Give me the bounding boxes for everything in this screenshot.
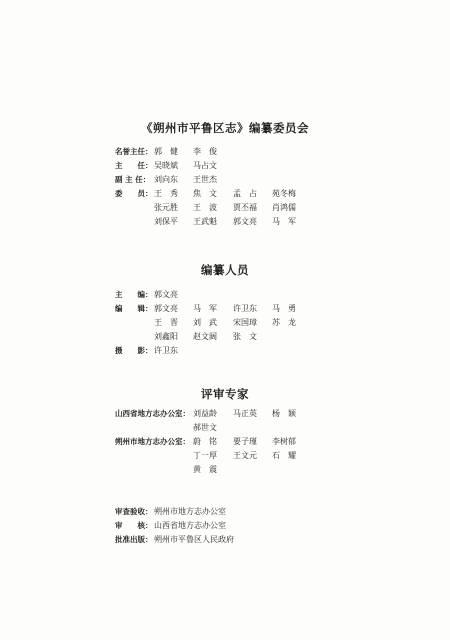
person-name: 宋国璋 bbox=[233, 318, 257, 327]
editors-label: 编 辑： bbox=[115, 304, 153, 313]
person-name: 刘 武 bbox=[193, 318, 217, 327]
members-row bbox=[0, 201, 450, 214]
person-name: 马 军 bbox=[193, 304, 217, 313]
editors-title: 编纂人员 bbox=[201, 263, 249, 277]
approve-org: 朔州市平鲁区人民政府 bbox=[154, 535, 234, 544]
director-row bbox=[0, 159, 450, 172]
experts-title: 评审专家 bbox=[201, 387, 249, 401]
person-name: 马正英 bbox=[233, 409, 257, 418]
person-name: 王 波 bbox=[193, 203, 217, 212]
person-name: 马 勇 bbox=[272, 304, 296, 313]
person-name: 郭文亮 bbox=[154, 290, 178, 299]
deputy-director-row bbox=[0, 173, 450, 186]
shuozhou-office-row bbox=[0, 435, 450, 448]
editors-row bbox=[0, 302, 450, 315]
photography-label: 摄 影： bbox=[115, 346, 153, 355]
person-name: 李树郁 bbox=[272, 437, 296, 446]
committee-title: 《朔州市平鲁区志》编纂委员会 bbox=[141, 121, 309, 135]
shuozhou-office-row bbox=[0, 449, 450, 462]
person-name: 王 晋 bbox=[154, 318, 178, 327]
person-name: 刘鑫阳 bbox=[154, 332, 178, 341]
person-name: 马占文 bbox=[193, 161, 217, 170]
person-name: 许卫东 bbox=[233, 304, 257, 313]
person-name: 许卫东 bbox=[154, 346, 178, 355]
director-label: 主 任： bbox=[115, 161, 153, 170]
chief-editor-label: 主 编： bbox=[115, 290, 153, 299]
review-row bbox=[0, 505, 450, 518]
approve-label: 批准出版： bbox=[115, 535, 153, 544]
audit-org: 山西省地方志办公室 bbox=[154, 521, 226, 530]
person-name: 李 俊 bbox=[193, 147, 217, 156]
editors-row bbox=[0, 316, 450, 329]
person-name: 刘向东 bbox=[154, 175, 178, 184]
editors-row bbox=[0, 330, 450, 343]
person-name: 贾丕福 bbox=[233, 203, 257, 212]
shanxi-office-row bbox=[0, 421, 450, 434]
person-name: 王文元 bbox=[233, 451, 257, 460]
person-name: 黄 震 bbox=[193, 465, 217, 474]
members-row bbox=[0, 187, 450, 200]
person-name: 张元胜 bbox=[154, 203, 178, 212]
person-name: 要子瑾 bbox=[233, 437, 257, 446]
shanxi-office-row bbox=[0, 407, 450, 420]
audit-row bbox=[0, 519, 450, 532]
person-name: 吴晓斌 bbox=[154, 161, 178, 170]
person-name: 石 耀 bbox=[272, 451, 296, 460]
person-name: 蔚 铭 bbox=[193, 437, 217, 446]
person-name: 杨 颖 bbox=[272, 409, 296, 418]
shuozhou-office-label: 朔州市地方志办公室： bbox=[115, 437, 190, 446]
photography-row bbox=[0, 344, 450, 357]
members-row bbox=[0, 215, 450, 228]
person-name: 刘保平 bbox=[154, 217, 178, 226]
person-name: 郭 健 bbox=[154, 147, 178, 156]
chief-editor-row bbox=[0, 288, 450, 301]
person-name: 丁一厚 bbox=[193, 451, 217, 460]
review-org: 朔州市地方志办公室 bbox=[154, 507, 226, 516]
person-name: 肖鸿儒 bbox=[272, 203, 296, 212]
person-name: 郭文亮 bbox=[154, 304, 178, 313]
person-name: 焦 文 bbox=[193, 189, 217, 198]
shanxi-office-label: 山西省地方志办公室： bbox=[115, 409, 190, 418]
person-name: 马 军 bbox=[272, 217, 296, 226]
audit-label: 审 核： bbox=[115, 521, 153, 530]
honorary-director-label: 名誉主任： bbox=[115, 147, 153, 156]
deputy-director-label: 副 主 任： bbox=[115, 175, 151, 184]
person-name: 张 文 bbox=[233, 332, 257, 341]
members-label: 委 员： bbox=[115, 189, 153, 198]
person-name: 苏 龙 bbox=[272, 318, 296, 327]
review-label: 审查验收： bbox=[115, 507, 153, 516]
person-name: 苑冬梅 bbox=[272, 189, 296, 198]
person-name: 赵文阔 bbox=[193, 332, 217, 341]
person-name: 郭文亮 bbox=[233, 217, 257, 226]
person-name: 王 秀 bbox=[154, 189, 178, 198]
person-name: 王世杰 bbox=[193, 175, 217, 184]
honorary-director-row bbox=[0, 145, 450, 158]
shuozhou-office-row bbox=[0, 463, 450, 476]
approve-row bbox=[0, 533, 450, 546]
person-name: 王武魁 bbox=[193, 217, 217, 226]
person-name: 刘益龄 bbox=[193, 409, 217, 418]
person-name: 孟 占 bbox=[233, 189, 257, 198]
person-name: 郝世文 bbox=[193, 423, 217, 432]
